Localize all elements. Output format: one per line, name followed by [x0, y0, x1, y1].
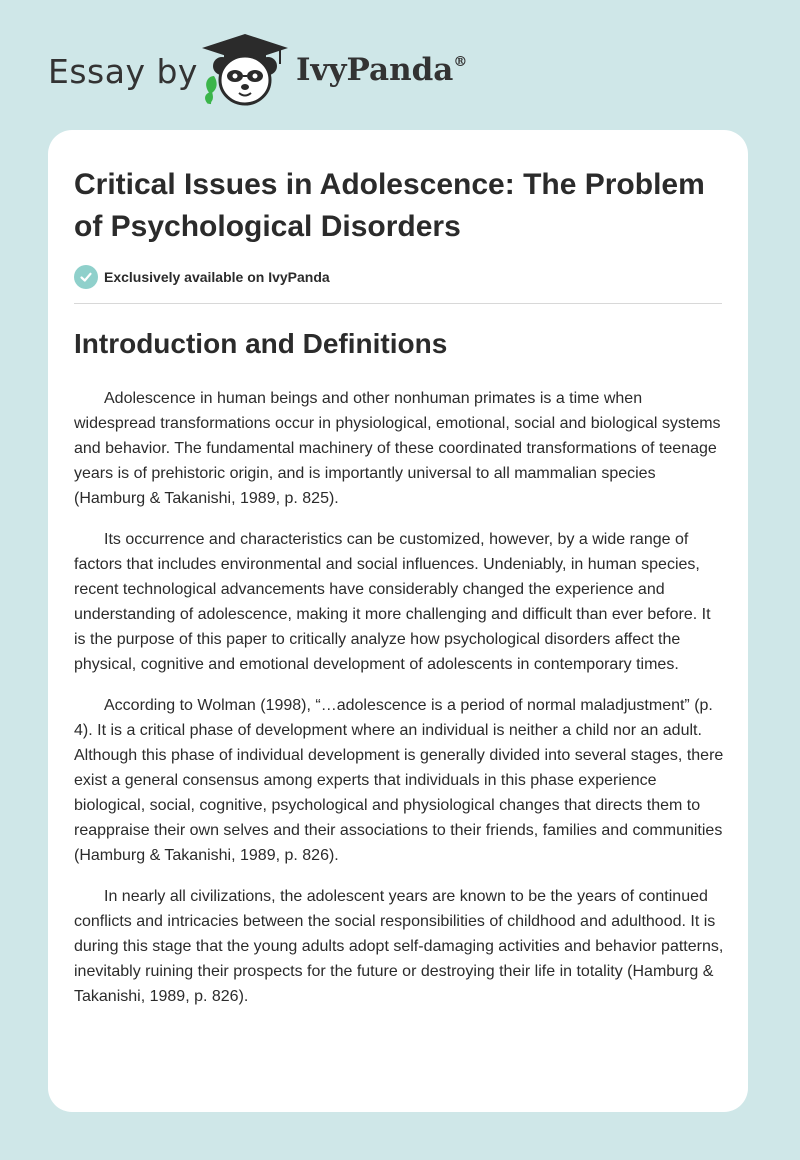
paragraph: Its occurrence and characteristics can be customized, however, by a wide range of factors that includes environmental and social influences. Undeniably, in human species, recent technological advancements have considerably changed the experience and understanding of adolescence, making it more challenging and difficult than ever before. It is the purpose of this paper to critically analyze how psychological disorders affect the physical, cognitive and emotional development of adolescents in contemporary times. — [74, 531, 711, 673]
essay-body — [74, 386, 726, 1025]
paragraph: Adolescence in human beings and other nonhuman primates is a time when widespread transformations occur in physiological, emotional, social and biological systems and behavior. The fundamental machinery of these coordinated transformations of teenage years is of prehistoric origin, and is importantly universal to all mammalian species (Hamburg & Takanishi, 1989, p. 825). — [74, 390, 721, 507]
essay-card — [48, 130, 748, 1112]
divider — [74, 303, 722, 304]
paragraph: According to Wolman (1998), “…adolescence is a period of normal maladjustment” (p. 4). It is a critical phase of development where an individual is neither a child nor an adult. Although this phase of individual development is generally divided into several stages, there exist a general consensus among experts that individuals in this phase experience biological, social, cognitive, psychological and physiological changes that directs them to reappraise their own selves and their associations to their friends, families and communities (Hamburg & Takanishi, 1989, p. 826). — [74, 697, 724, 864]
brand-prefix: Essay by — [48, 52, 198, 91]
site-header — [48, 30, 508, 110]
paragraph: In nearly all civilizations, the adolescent years are known to be the years of continued conflicts and intricacies between the social responsibilities of childhood and adulthood. It is during this stage that the young adults adopt self-damaging activities and behavior patterns, inevitably ruining their prospects for the future or destroying their life in totality (Hamburg & Takanishi, 1989, p. 826). — [74, 888, 724, 1005]
badge-label: Exclusively available on IvyPanda — [104, 269, 330, 285]
brand-name[interactable]: IvyPanda® — [296, 52, 468, 88]
ivypanda-logo-icon[interactable] — [200, 32, 290, 108]
exclusive-badge — [74, 264, 330, 290]
page-title: Critical Issues in Adolescence: The Problem of Psychological Disorders — [74, 168, 705, 243]
checkmark-icon — [74, 265, 98, 289]
section-heading: Introduction and Definitions — [74, 328, 448, 359]
